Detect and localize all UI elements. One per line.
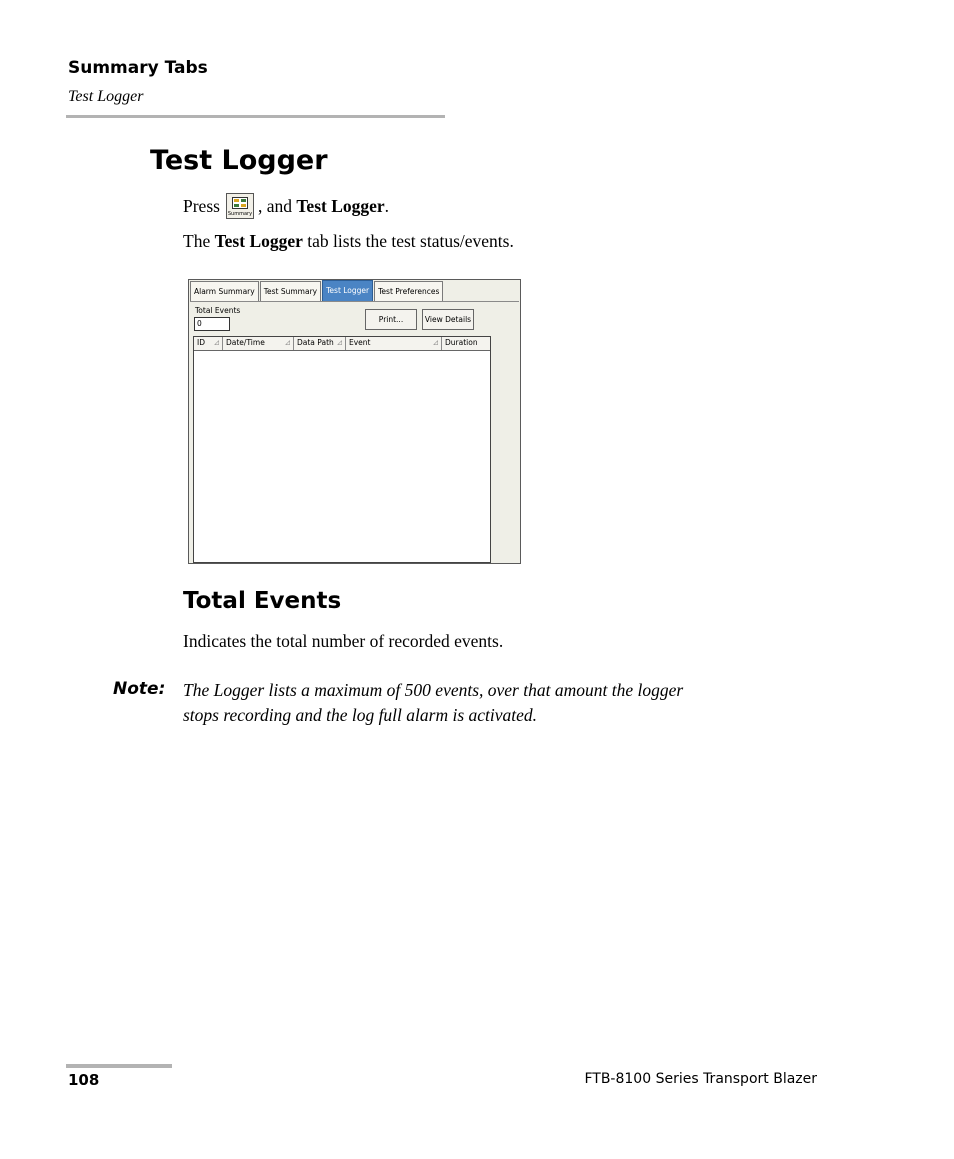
intro-suffix: tab lists the test status/events. [307,231,514,251]
column-event[interactable] [346,337,442,350]
summary-button-icon [226,193,254,219]
event-table-header [194,337,490,351]
header-rule [66,115,445,118]
page-title: Test Logger [150,145,328,176]
tab-divider [190,301,519,302]
test-logger-screenshot [188,279,521,564]
section-heading-total-events: Total Events [183,588,342,614]
footer-doc-title: FTB-8100 Series Transport Blazer [584,1071,817,1087]
note-line-2: stops recording and the log full alarm is activated. [183,705,538,725]
column-duration[interactable] [442,337,490,350]
press-instruction [183,195,389,221]
column-data-path[interactable] [294,337,346,350]
sort-icon: ◿ [337,339,342,346]
total-events-value: 0 [194,317,230,331]
column-data-path-label: Data Path [297,338,334,347]
summary-glyph-icon [232,197,248,209]
sort-icon: ◿ [214,339,219,346]
tab-test-preferences[interactable]: Test Preferences [374,281,443,301]
column-date-time[interactable] [223,337,294,350]
column-event-label: Event [349,338,371,347]
intro-bold: Test Logger [214,231,303,251]
footer-rule [66,1064,172,1068]
summary-icon-label: Summary [227,211,253,217]
column-id-label: ID [197,338,205,347]
intro-prefix: The [183,231,211,251]
note-line-1: The Logger lists a maximum of 500 events, over that amount the logger [183,680,684,700]
total-events-label: Total Events [195,306,241,315]
press-bold: Test Logger [296,196,385,217]
tab-test-logger[interactable]: Test Logger [322,280,373,301]
sort-icon: ◿ [433,339,438,346]
running-header-subsection: Test Logger [68,88,144,105]
press-prefix: Press [183,196,220,217]
sort-icon: ◿ [285,339,290,346]
tab-bar [190,281,444,302]
press-suffix: . [384,196,390,217]
tab-alarm-summary[interactable]: Alarm Summary [190,281,259,301]
running-header-section: Summary Tabs [68,58,208,78]
press-middle: , and [257,196,292,217]
column-id[interactable] [194,337,223,350]
total-events-description: Indicates the total number of recorded events. [183,631,504,651]
column-duration-label: Duration [445,338,478,347]
view-details-button[interactable]: View Details [422,309,474,330]
tab-test-summary[interactable]: Test Summary [260,281,321,301]
print-button[interactable]: Print... [365,309,417,330]
event-table[interactable] [193,336,491,563]
page-number: 108 [68,1071,100,1089]
intro-paragraph [183,231,514,252]
note-text [183,678,823,728]
column-date-time-label: Date/Time [226,338,265,347]
note-label: Note: [113,679,166,699]
